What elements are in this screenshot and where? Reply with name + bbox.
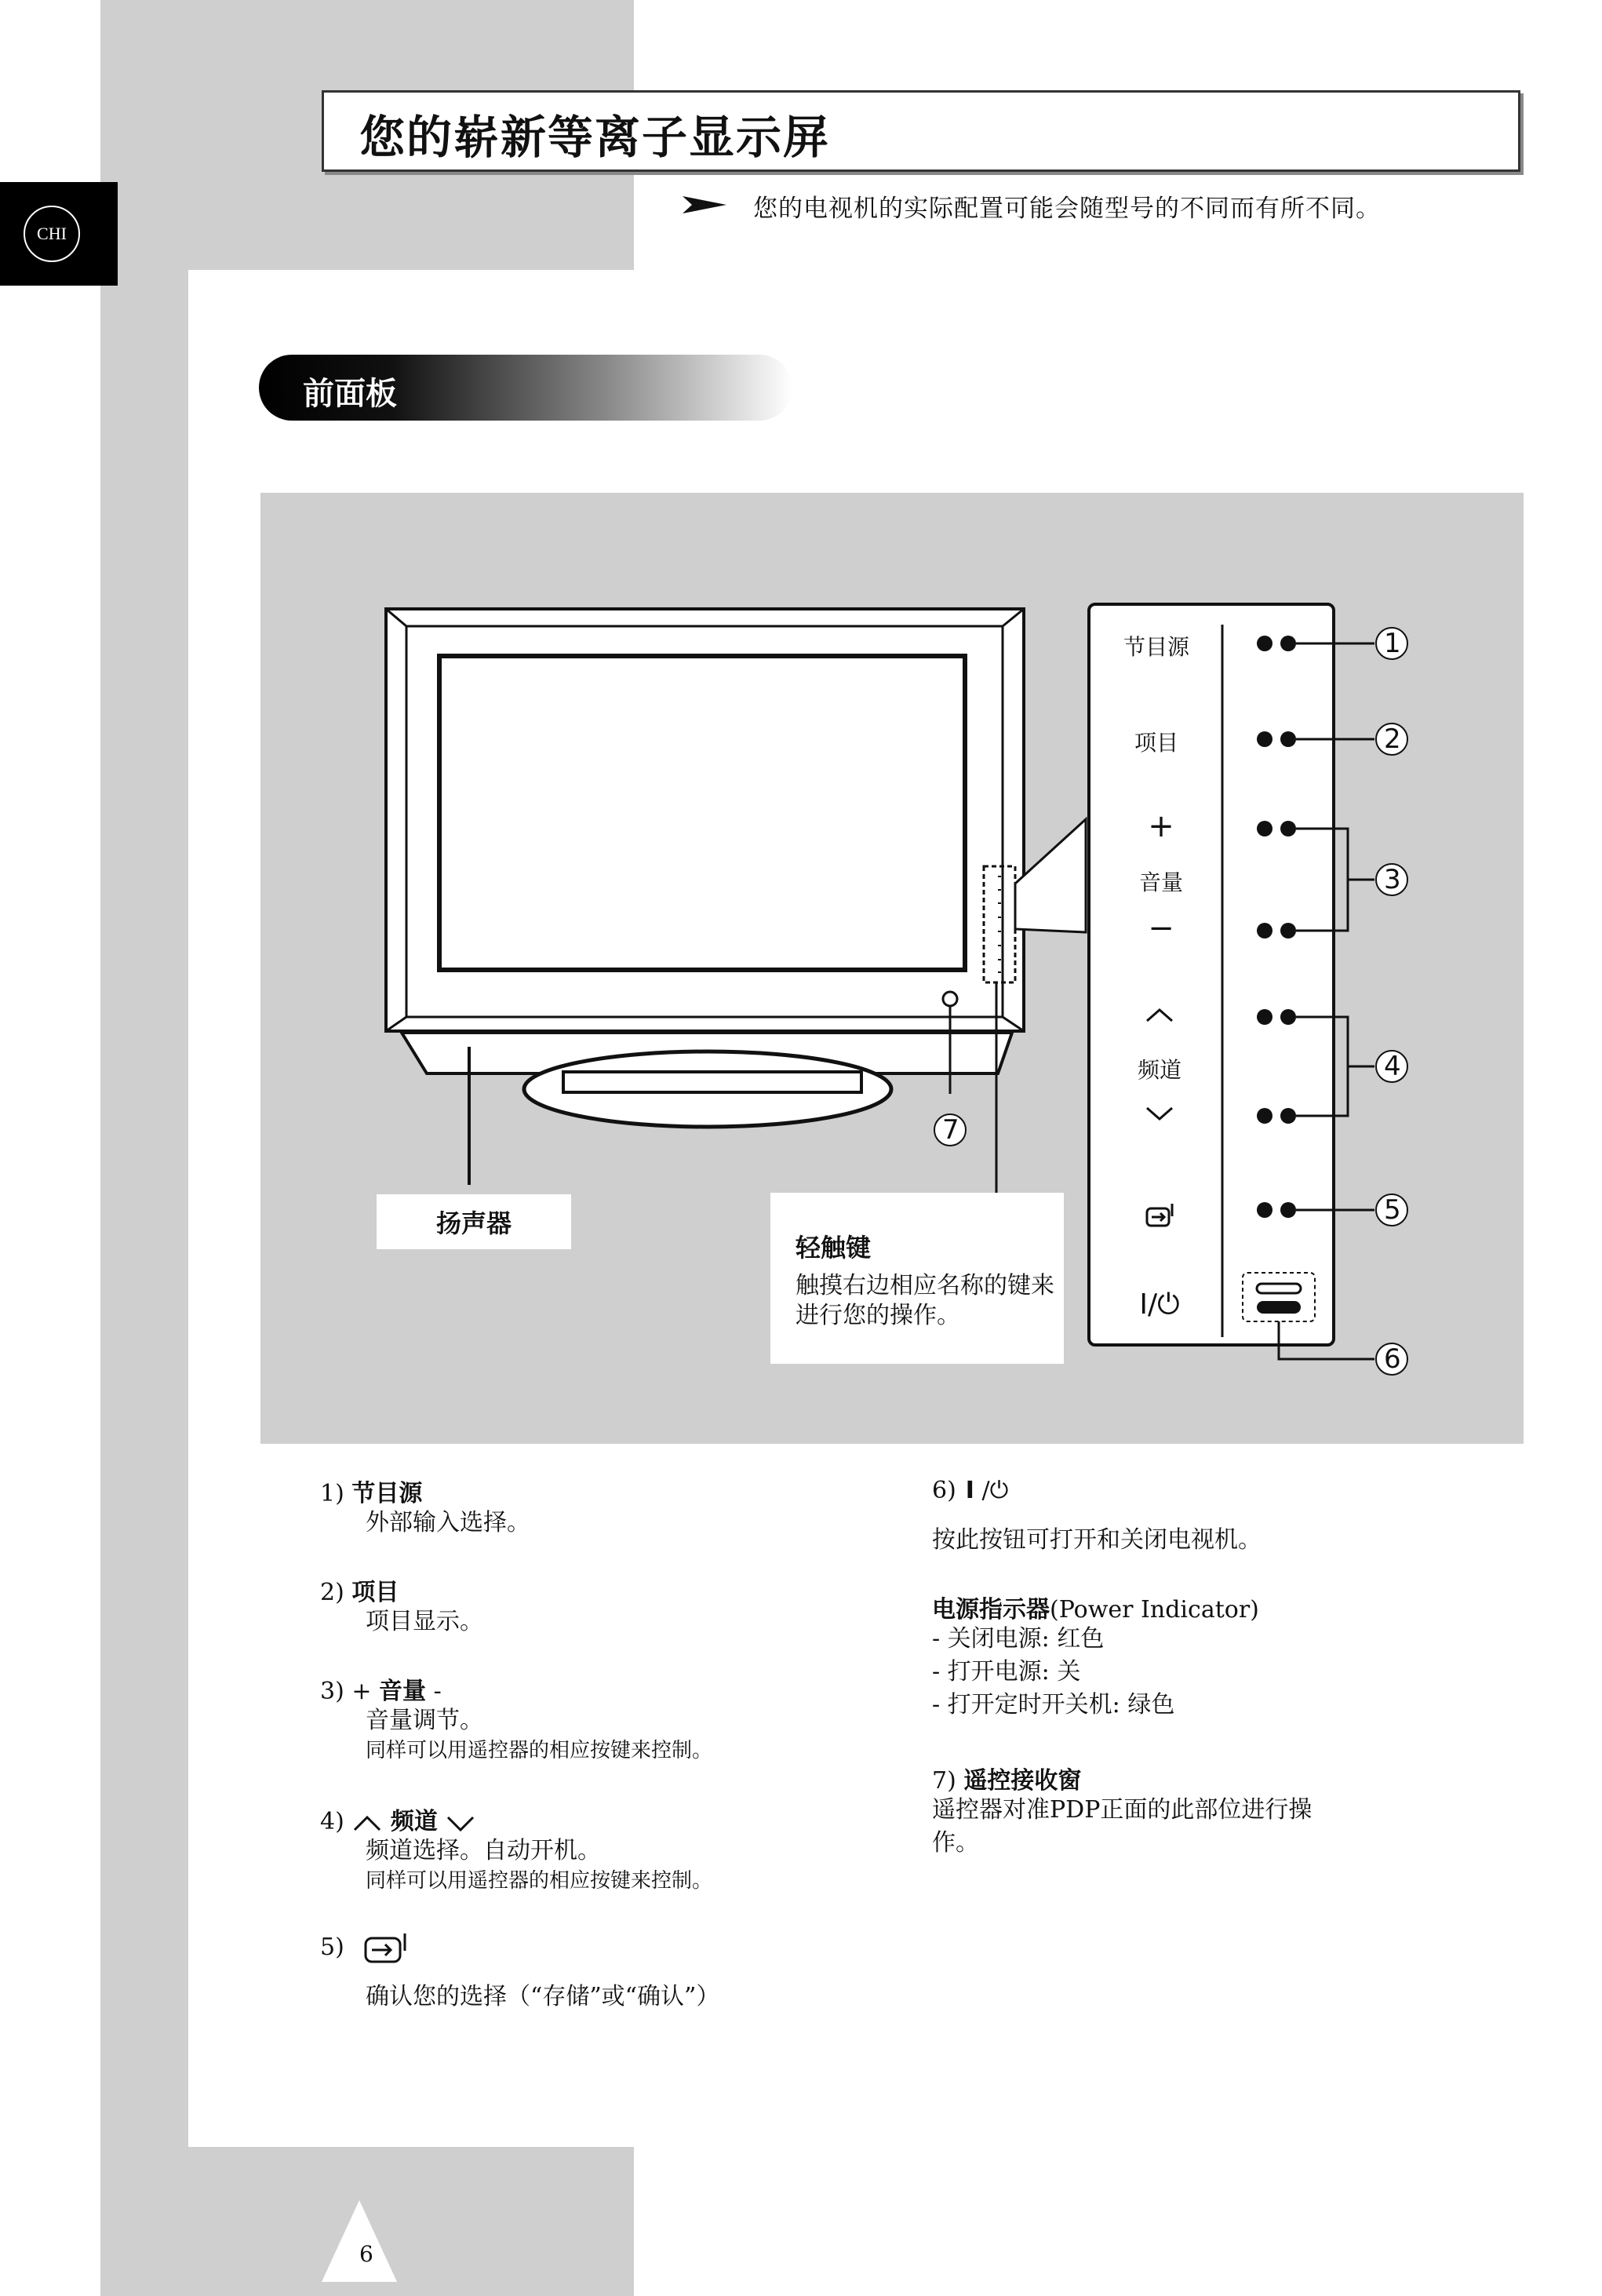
- callout-number-2: 2: [1384, 723, 1401, 755]
- speaker-label-box: [377, 1194, 571, 1249]
- panel-label-volume: 音量: [1138, 869, 1183, 895]
- speaker-label: 扬声器: [435, 1208, 512, 1238]
- item-2-description: 项目显示。: [366, 1608, 483, 1635]
- item-7-heading: 7) 遥控接收窗: [932, 1767, 1082, 1795]
- enter-icon: [361, 1932, 411, 1965]
- item-5-heading: 5): [320, 1932, 411, 1965]
- callout-number-5: 5: [1384, 1194, 1401, 1226]
- item-7-description-line2: 作。: [932, 1829, 979, 1857]
- chevron-up-icon: [351, 1813, 383, 1833]
- callout-number-7: 7: [942, 1114, 959, 1146]
- touch-keys-title: 轻触键: [796, 1233, 872, 1263]
- section-title: 前面板: [303, 376, 397, 412]
- power-indicator-off: - 关闭电源: 红色: [932, 1625, 1105, 1653]
- item-1-description: 外部输入选择。: [366, 1509, 530, 1536]
- item-7-description-line1: 遥控器对准PDP正面的此部位进行操: [932, 1796, 1313, 1824]
- power-indicator-heading: 电源指示器(Power Indicator): [932, 1596, 1259, 1624]
- page-frame-left: [100, 0, 188, 2296]
- language-label: CHI: [24, 206, 80, 262]
- item-4-heading: 4) 频道: [320, 1802, 476, 1836]
- page-title: 您的崭新等离子显示屏: [359, 111, 831, 164]
- note-text: 您的电视机的实际配置可能会随型号的不同而有所不同。: [753, 195, 1381, 223]
- item-3-note: 同样可以用遥控器的相应按键来控制。: [366, 1739, 713, 1762]
- chevron-down-icon: [445, 1813, 476, 1833]
- tv-screen: [439, 656, 965, 970]
- power-indicator-on: - 打开电源: 关: [932, 1658, 1081, 1686]
- touch-keys-description: 触摸右边相应名称的键来进行您的操作。: [796, 1272, 1054, 1329]
- callout-number-3: 3: [1384, 864, 1401, 895]
- panel-label-channel: 频道: [1137, 1057, 1181, 1083]
- item-6-description: 按此按钮可打开和关闭电视机。: [932, 1526, 1262, 1554]
- item-3-description: 音量调节。: [366, 1707, 483, 1734]
- panel-label-source: 节目源: [1123, 634, 1189, 660]
- remote-sensor: [943, 992, 957, 1006]
- panel-label-minus: −: [1148, 910, 1174, 946]
- callout-number-1: 1: [1384, 628, 1401, 659]
- callout-number-4: 4: [1384, 1051, 1401, 1082]
- note-arrow-icon: [681, 193, 728, 217]
- touch-panel: [1089, 604, 1334, 1345]
- item-4-note: 同样可以用遥控器的相应按键来控制。: [366, 1869, 713, 1893]
- panel-label-power: I/⏻: [1139, 1288, 1180, 1321]
- item-5-description: 确认您的选择（“存储”或“确认”）: [366, 1983, 720, 2010]
- panel-label-menu: 项目: [1134, 730, 1178, 756]
- callout-number-6: 6: [1384, 1343, 1401, 1375]
- power-indicator-timer: - 打开定时开关机: 绿色: [932, 1691, 1175, 1718]
- panel-label-plus: +: [1148, 808, 1174, 844]
- item-3-heading: 3) + 音量 -: [320, 1678, 442, 1705]
- item-6-heading: 6) I /⏻: [932, 1477, 1009, 1504]
- item-1-heading: 1) 节目源: [320, 1480, 423, 1507]
- page-number: 6: [359, 2241, 373, 2267]
- item-4-description: 频道选择。自动开机。: [366, 1837, 601, 1864]
- item-2-heading: 2) 项目: [320, 1579, 399, 1606]
